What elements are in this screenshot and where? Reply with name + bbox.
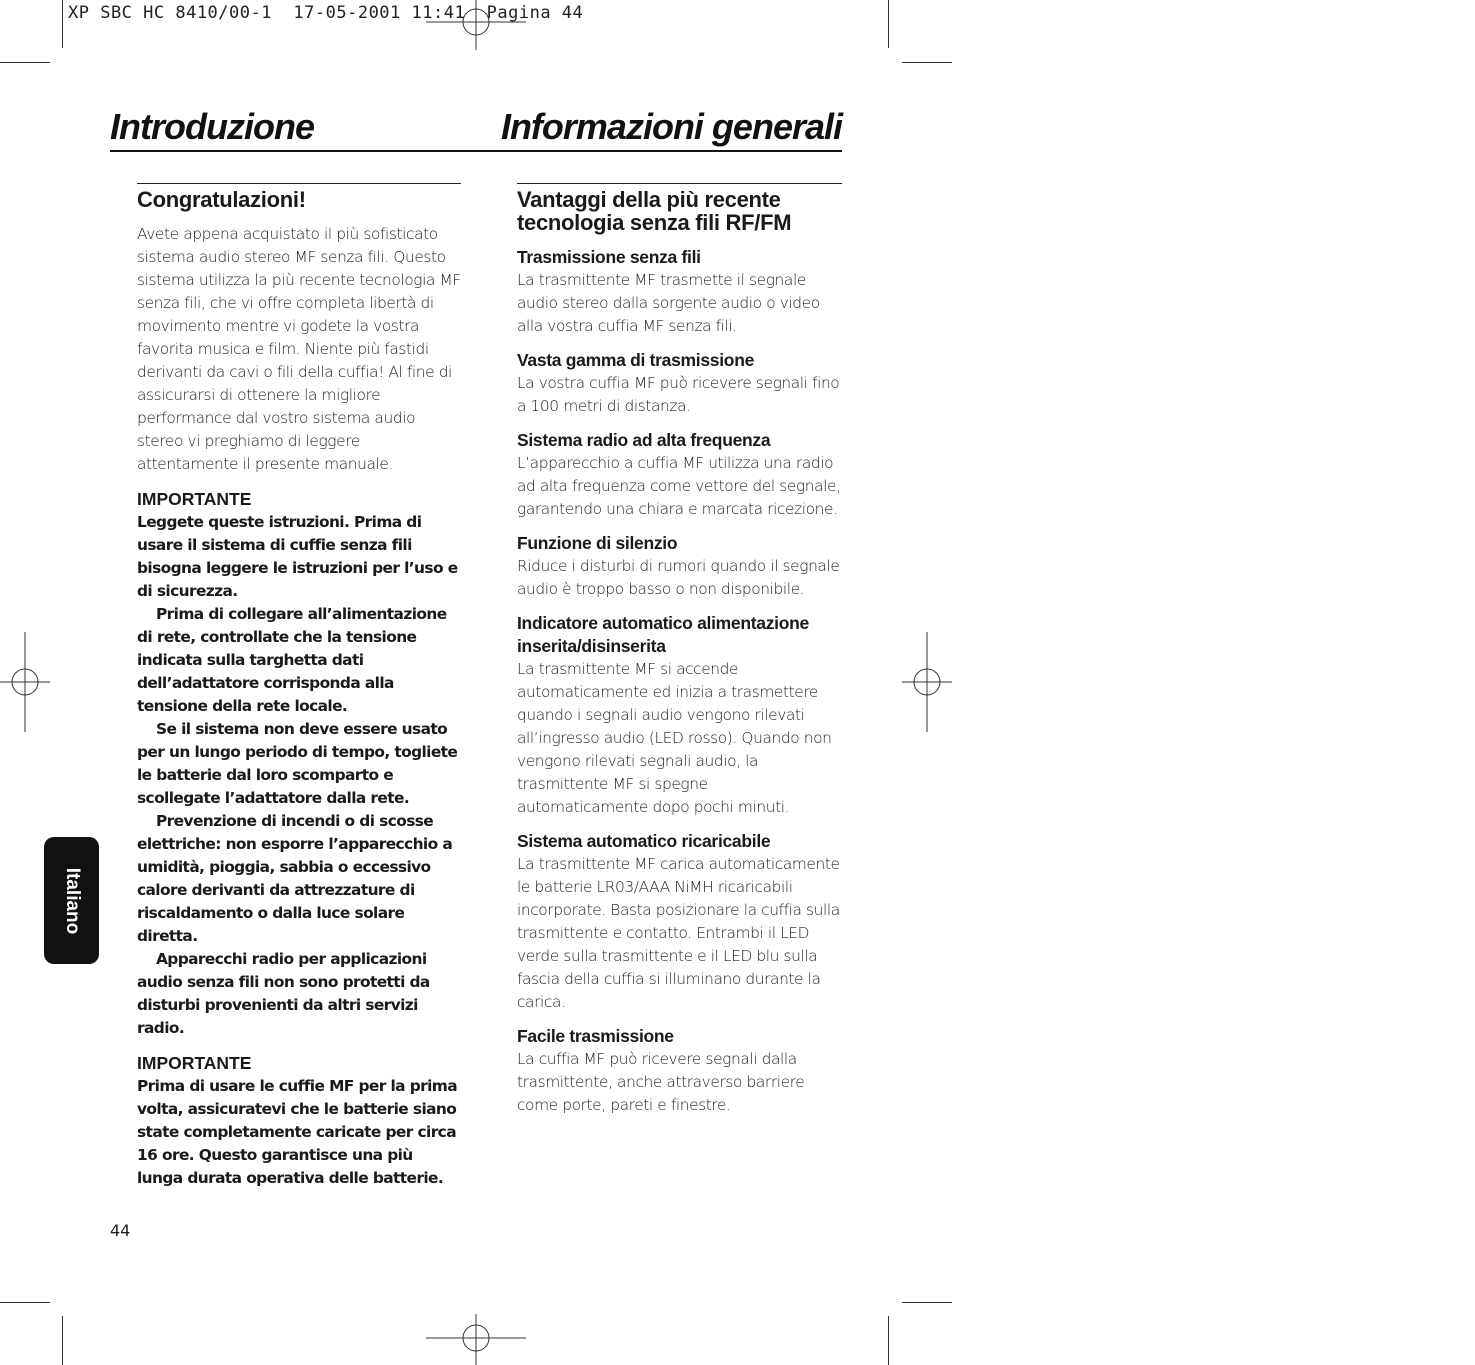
language-tab-label: Italiano [61,867,83,934]
feature-title: Trasmissione senza fili [517,247,701,267]
column-rule [137,183,461,184]
feature-item [517,1025,842,1117]
registration-mark-icon [902,632,952,732]
feature-text: La trasmittente MF si accende automaticamente ed inizia a trasmettere quando i segnali audio vengono rilevati all’ingresso audio (LED rosso). Quando non vengono rilevati segnali audio, la trasmittente MF si spegne automaticamente dopo pochi minuti. [517,660,832,816]
feature-item [517,532,842,601]
header-left-title: Introduzione [110,106,314,147]
header-right-title: Informazioni generali [500,106,842,147]
important-heading: IMPORTANTE [137,489,252,509]
feature-title: Sistema automatico ricaricabile [517,831,771,851]
crop-mark [888,0,889,48]
crop-mark [902,62,952,63]
column-rule [517,183,842,184]
feature-text: La trasmittente MF trasmette il segnale audio stereo dalla sorgente audio o video alla vostra cuffia MF senza fili. [517,271,820,335]
feature-text: Riduce i disturbi di rumori quando il segnale audio è troppo basso o non disponibile. [517,557,840,598]
feature-item [517,429,842,521]
feature-text: La cuffia MF può ricevere segnali dalla trasmittente, anche attraverso barriere come porte, pareti e finestre. [517,1050,805,1114]
feature-item [517,830,842,1014]
crop-mark [0,1302,50,1303]
crop-mark [62,1316,63,1365]
feature-title: Funzione di silenzio [517,533,678,553]
important-paragraph: Se il sistema non deve essere usato per un lungo periodo di tempo, togliete le batterie dal loro scomparto e scollegate l’adattatore dalla rete. [137,720,458,807]
left-section-title: Congratulazioni! [137,187,306,212]
crop-mark [902,1302,952,1303]
feature-title: Indicatore automatico alimentazione inserita/disinserita [517,613,809,656]
feature-text: La vostra cuffia MF può ricevere segnali fino a 100 metri di distanza. [517,374,840,415]
feature-text: La trasmittente MF carica automaticamente le batterie LR03/AAA NiMH ricaricabili incorporate. Basta posizionare la cuffia sulla trasmittente e contatto. Entrambi il LED verde sulla trasmittente e il LED blu sulla fascia della cuffia si illuminano durante la carica. [517,855,840,1011]
crop-mark [888,1316,889,1365]
feature-title: Sistema radio ad alta frequenza [517,430,771,450]
left-column [137,183,461,1190]
language-tab [44,837,99,964]
registration-mark-icon [426,1314,526,1365]
important-heading: IMPORTANTE [137,1053,252,1073]
registration-mark-icon [0,632,50,732]
feature-item [517,246,842,338]
important-paragraph: Apparecchi radio per applicazioni audio senza fili non sono protetti da disturbi provenienti da altri servizi radio. [137,950,430,1037]
important-paragraph: Leggete queste istruzioni. Prima di usare il sistema di cuffie senza fili bisogna leggere le istruzioni per l’uso e di sicurezza. [137,513,458,600]
crop-mark [62,0,63,48]
feature-item [517,612,842,819]
important-paragraph: Prima di collegare all’alimentazione di rete, controllate che la tensione indicata sulla targhetta dati dell’adattatore corrisponda alla tensione della rete locale. [137,605,447,715]
right-section-title: Vantaggi della più recente tecnologia senza fili RF/FM [517,187,792,235]
intro-paragraph: Avete appena acquistato il più sofisticato sistema audio stereo MF senza fili. Questo sistema utilizza la più recente tecnologia MF senza fili, che vi offre completa libertà di movimento mentre vi godete la vostra favorita musica e film. Niente più fastidi derivanti da cavi o fili della cuffia! Al fine di assicurarsi di ottenere la migliore performance dal vostro sistema audio stereo vi preghiamo di leggere attentamente il presente manuale. [137,225,461,473]
header-rule [110,150,842,152]
right-column [517,183,842,1128]
print-slug: XP SBC HC 8410/00-1 17-05-2001 11:41 Pagina 44 [68,3,584,23]
page-number: 44 [110,1221,131,1240]
feature-item [517,349,842,418]
registration-mark-icon [426,0,526,50]
important-paragraph: Prevenzione di incendi o di scosse elettriche: non esporre l’apparecchio a umidità, pioggia, sabbia o eccessivo calore derivanti da attrezzature di riscaldamento o dalla luce solare diretta. [137,812,453,945]
feature-title: Vasta gamma di trasmissione [517,350,755,370]
important-paragraph: Prima di usare le cuffie MF per la prima volta, assicuratevi che le batterie siano state completamente caricate per circa 16 ore. Questo garantisce una più lunga durata operativa delle batterie. [137,1077,457,1187]
feature-text: L’apparecchio a cuffia MF utilizza una radio ad alta frequenza come vettore del segnale, garantendo una chiara e marcata ricezione. [517,454,841,518]
feature-title: Facile trasmissione [517,1026,674,1046]
crop-mark [0,62,50,63]
